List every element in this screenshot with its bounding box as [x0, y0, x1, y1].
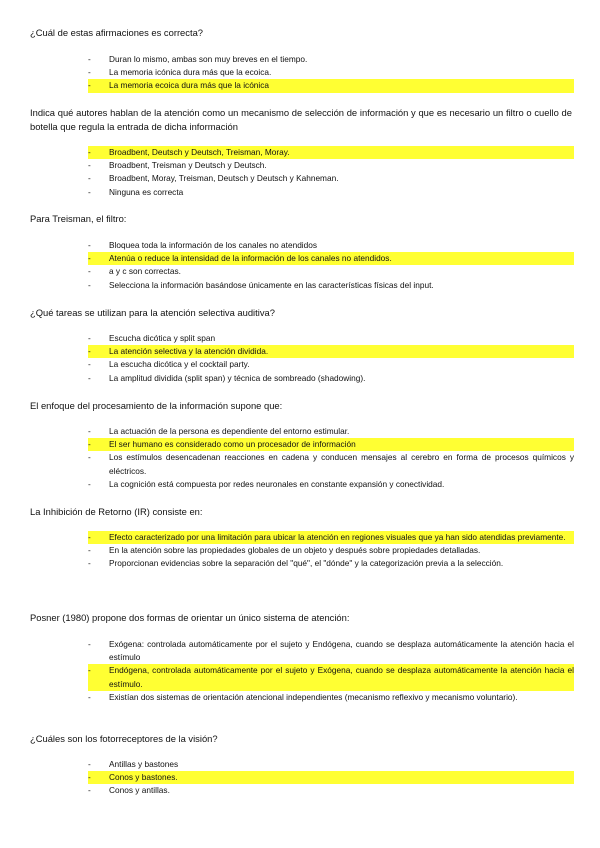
option-text: Ninguna es correcta: [109, 186, 184, 197]
option-text: Broadbent, Moray, Treisman, Deutsch y Deutsch y Kahneman.: [109, 173, 339, 184]
option-text: La memoria icónica dura más que la ecoica.: [109, 67, 272, 78]
bullet: -: [88, 333, 91, 343]
option: [88, 358, 574, 371]
option-text: La actuación de la persona es dependiente del entorno estimular.: [109, 426, 350, 436]
option: [88, 771, 574, 784]
bullet: -: [88, 478, 91, 489]
question-2-options: [88, 146, 574, 199]
option: [88, 332, 574, 345]
option-text: Selecciona la información basándose únicamente en las características físicas del input.: [109, 279, 434, 290]
option: [88, 159, 574, 172]
bullet: -: [88, 173, 91, 184]
option: [88, 557, 574, 570]
option: [88, 53, 574, 66]
bullet: -: [88, 532, 91, 542]
option-text: La memoria ecoica dura más que la icónica: [109, 80, 270, 91]
option-text: Los estímulos desencadenan reacciones en cadena y conducen mensajes al cerebro en forma de procesos químicos y eléctricos.: [109, 452, 574, 476]
bullet: -: [88, 253, 91, 264]
option: [88, 638, 574, 664]
option: [88, 691, 574, 704]
bullet: -: [88, 558, 91, 569]
bullet: -: [88, 452, 91, 463]
bullet: -: [88, 639, 91, 649]
option: [88, 425, 574, 438]
option-text: Duran lo mismo, ambas son muy breves en el tiempo.: [109, 54, 308, 64]
option-text: La amplitud dividida (split span) y técnica de sombreado (shadowing).: [109, 372, 366, 383]
option-text: Bloquea toda la información de los canales no atendidos: [109, 240, 318, 250]
bullet: -: [88, 266, 91, 277]
bullet: -: [88, 147, 91, 157]
option: [88, 531, 574, 544]
option-text: El ser humano es considerado como un procesador de información: [109, 439, 356, 450]
option: [88, 438, 574, 451]
option: [88, 265, 574, 278]
option: [88, 66, 574, 79]
option-text: La escucha dicótica y el cocktail party.: [109, 359, 250, 370]
bullet: -: [88, 54, 91, 64]
question-5-options: [88, 425, 574, 491]
option-text: Exógena: controlada automáticamente por el sujeto y Endógena, cuando se desplaza automáticamente la atención hacia el estímulo: [109, 639, 574, 663]
option-text: Efecto caracterizado por una limitación para ubicar la atención en regiones visuales que ya han sido atendidas previamente.: [109, 532, 566, 542]
question-1: ¿Cuál de estas afirmaciones es correcta?: [30, 27, 203, 38]
bullet: -: [88, 346, 91, 357]
option-text: Atenúa o reduce la intensidad de la información de los canales no atendidos.: [109, 253, 392, 264]
option-text: Proporcionan evidencias sobre la separación del "qué", el "dónde" y la categorización previa a la selección.: [109, 558, 504, 569]
option-text: Broadbent, Treisman y Deutsch y Deutsch.: [109, 160, 267, 171]
option: [88, 172, 574, 185]
option-text: a y c son correctas.: [109, 266, 181, 277]
option: [88, 279, 574, 292]
option: [88, 252, 574, 265]
question-2: Indica qué autores hablan de la atención como un mecanismo de selección de información y que es necesario un filtro o cuello de botella que regula la entrada de dicha información: [30, 107, 572, 132]
question-3: Para Treisman, el filtro:: [30, 213, 127, 224]
bullet: -: [88, 665, 91, 676]
question-5: El enfoque del procesamiento de la información supone que:: [30, 400, 283, 411]
option-text: En la atención sobre las propiedades globales de un objeto y después sobre propiedades detalladas.: [109, 545, 481, 556]
bullet: -: [88, 279, 91, 290]
option-text: Existían dos sistemas de orientación atencional independientes (mecanismo reflexivo y mecanismo voluntario).: [109, 691, 518, 702]
option: [88, 79, 574, 92]
option: [88, 784, 574, 797]
question-1-options: [88, 53, 574, 93]
option: [88, 239, 574, 252]
question-3-options: [88, 239, 574, 292]
option-text: La atención selectiva y la atención dividida.: [109, 346, 269, 357]
bullet: -: [88, 186, 91, 197]
bullet: -: [88, 772, 91, 783]
bullet: -: [88, 785, 91, 796]
question-4: ¿Qué tareas se utilizan para la atención selectiva auditiva?: [30, 307, 275, 318]
option: [88, 478, 574, 491]
option: [88, 544, 574, 557]
option-text: Broadbent, Deutsch y Deutsch, Treisman, Moray.: [109, 147, 290, 157]
bullet: -: [88, 67, 91, 78]
option-text: Conos y antillas.: [109, 785, 170, 796]
option: [88, 372, 574, 385]
bullet: -: [88, 545, 91, 556]
question-8-options: [88, 758, 574, 798]
question-7-options: [88, 638, 574, 704]
option: [88, 345, 574, 358]
bullet: -: [88, 426, 91, 436]
option: [88, 451, 574, 477]
question-6-options: [88, 531, 574, 571]
option: [88, 186, 574, 199]
option-text: Escucha dicótica y split span: [109, 333, 216, 343]
option: [88, 758, 574, 771]
question-6: La Inhibición de Retorno (IR) consiste en:: [30, 506, 203, 517]
bullet: -: [88, 759, 91, 769]
question-8: ¿Cuáles son los fotorreceptores de la visión?: [30, 733, 218, 744]
option: [88, 664, 574, 690]
bullet: -: [88, 691, 91, 702]
question-7: Posner (1980) propone dos formas de orientar un único sistema de atención:: [30, 612, 350, 623]
option-text: Antillas y bastones: [109, 759, 179, 769]
question-4-options: [88, 332, 574, 385]
bullet: -: [88, 372, 91, 383]
option-text: La cognición está compuesta por redes neuronales en constante expansión y conectividad.: [109, 478, 445, 489]
option-text: Conos y bastones.: [109, 772, 178, 783]
bullet: -: [88, 160, 91, 171]
bullet: -: [88, 359, 91, 370]
bullet: -: [88, 439, 91, 450]
option: [88, 146, 574, 159]
bullet: -: [88, 240, 91, 250]
option-text: Endógena, controlada automáticamente por el sujeto y Exógena, cuando se desplaza automáticamente la atención hacia el estímulo.: [109, 665, 574, 689]
bullet: -: [88, 80, 91, 91]
